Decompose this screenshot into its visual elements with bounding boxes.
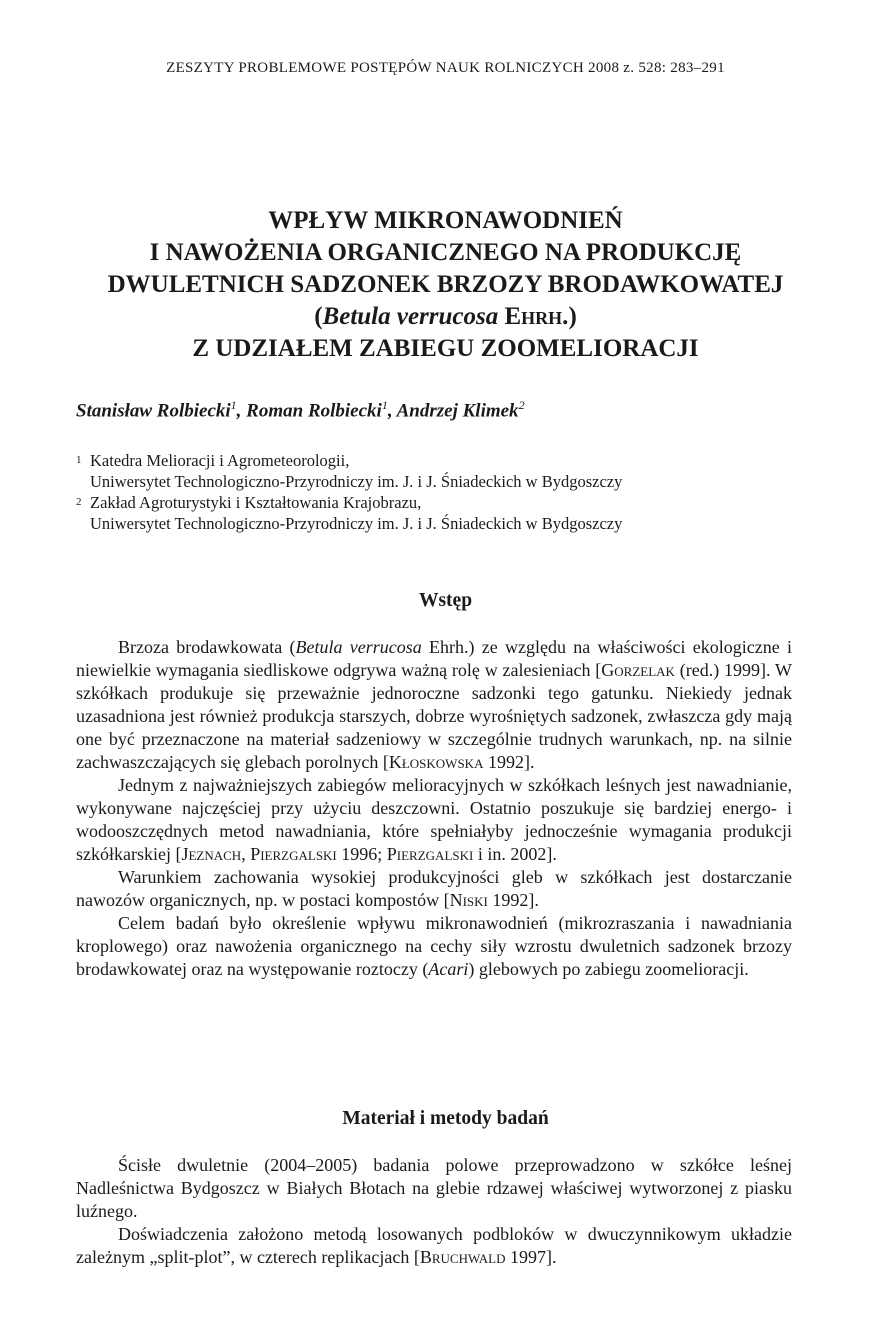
methods-body (76, 1154, 792, 1269)
text-run: 1996; (336, 844, 387, 864)
affiliation-number: 1 (76, 454, 82, 466)
title-paren-open: ( (314, 303, 323, 330)
text-run: Doświadczenia założono metodą losowanych podbloków w dwuczynnikowym układzie zależnym „split-plot”, w czterech replikacjach [ (76, 1224, 792, 1267)
text-run: , (241, 844, 251, 864)
text-run: Warunkiem zachowania wysokiej produkcyjności gleb w szkółkach jest dostarczanie nawozów organicznych, np. w postaci kompostów [ (76, 867, 792, 910)
affiliation-number: 2 (76, 496, 82, 508)
affiliation-line: Katedra Melioracji i Agrometeorologii, (90, 451, 350, 470)
citation-author: Kłoskowska (388, 752, 484, 772)
author-name: Stanisław Rolbiecki (76, 400, 231, 422)
citation-author: Jeznach (181, 844, 242, 864)
title-line-2: I NAWOŻENIA ORGANICZNEGO NA PRODUKCJĘ (149, 239, 742, 266)
text-run: Brzoza brodawkowata ( (118, 637, 296, 657)
citation-author: Bruchwald (419, 1247, 506, 1267)
title-line-4 (60, 301, 831, 333)
citation-author: Niski (449, 890, 488, 910)
text-run: (red.) 1999]. W szkółkach produkuje się przeważnie jednoroczne sadzonki tego gatunku. Niekiedy jednak uzasadniona jest również produkcja starszych, dobrze wyrośniętych sadzonek, zwłaszcza gdy mają one być przeznaczone na materiał sadzeniowy w szczególnie trudnych warunkach, np. na silnie zachwaszczających się glebach porolnych [ (76, 660, 792, 772)
affiliation-item (76, 450, 836, 471)
text-run: Celem badań było określenie wpływu mikronawodnień (mikrozraszania i nawadniania kroplowego) oraz nawożenia organicznego na cechy siły wzrostu dwuletnich sadzonek brzozy brodawkowatej oraz na występowanie roztoczy ( (76, 913, 792, 979)
title-line-1: WPŁYW MIKRONAWODNIEŃ (268, 207, 623, 234)
journal-running-head: ZESZYTY PROBLEMOWE POSTĘPÓW NAUK ROLNICZYCH 2008 z. 528: 283–291 (166, 60, 725, 76)
article-title (60, 205, 831, 365)
title-species-author: Ehrh. (504, 303, 569, 330)
citation-author: Gorzelak (601, 660, 675, 680)
title-line-3: DWULETNICH SADZONEK BRZOZY BRODAWKOWATEJ (107, 271, 784, 298)
citation-author: Pierzgalski (250, 844, 337, 864)
text-run: 1997]. (505, 1247, 557, 1267)
paragraph (76, 1223, 792, 1269)
author-name: Andrzej Klimek (396, 400, 519, 422)
title-latin-name: Betula verrucosa (322, 303, 499, 330)
text-run: ) glebowych po zabiegu zoomelioracji. (468, 959, 749, 979)
paragraph (76, 636, 792, 774)
latin-term: Betula verrucosa (295, 637, 422, 657)
latin-term: Acari (428, 959, 469, 979)
paragraph (76, 866, 792, 912)
author-affil-mark: 1 (381, 398, 388, 412)
paragraph (76, 774, 792, 866)
section-heading-methods: Materiał i metody badań (342, 1108, 549, 1129)
title-line-5: Z UDZIAŁEM ZABIEGU ZOOMELIORACJI (192, 335, 699, 362)
author-affil-mark: 2 (518, 398, 525, 412)
affiliation-item (76, 492, 836, 513)
author-list: Stanisław Rolbiecki$^1$, Roman Rolbiecki$^1$, Andrzej Klimek$^2$ (76, 398, 525, 422)
author-name: Roman Rolbiecki (246, 400, 382, 422)
citation-author: Pierzgalski (386, 844, 474, 864)
affiliation-line: Zakład Agroturystyki i Kształtowania Krajobrazu, (90, 493, 422, 512)
text-run: i in. 2002]. (473, 844, 557, 864)
text-run: 1992]. (483, 752, 535, 772)
text-run: Jednym z najważniejszych zabiegów melioracyjnych w szkółkach leśnych jest nawadnianie, wykonywane najczęściej przy użyciu deszczowni. Ostatnio poszukuje się bardziej energo- i wodooszczędnych metod nawadniania, które spełniałyby jednocześnie wymagania produkcji szkółkarskiej [ (76, 775, 792, 864)
text-run: Ehrh.) ze względu na właściwości ekologiczne i niewielkie wymagania siedliskowe odgrywa ważną rolę w zalesieniach [ (76, 637, 792, 680)
title-paren-close: ) (568, 303, 577, 330)
paragraph: Ścisłe dwuletnie (2004–2005) badania polowe przeprowadzono w szkółce leśnej Nadleśnictwa Bydgoszcz w Białych Błotach na glebie rdzawej właściwej wytworzonej z piasku luźnego. (76, 1155, 792, 1221)
author-affil-mark: 1 (230, 398, 237, 412)
text-run: 1992]. (487, 890, 539, 910)
affiliation-line: Uniwersytet Technologiczno-Przyrodniczy im. J. i J. Śniadeckich w Bydgoszczy (90, 472, 623, 491)
affiliation-line: Uniwersytet Technologiczno-Przyrodniczy im. J. i J. Śniadeckich w Bydgoszczy (90, 514, 623, 533)
paragraph (76, 912, 792, 981)
section-heading-introduction: Wstęp (418, 590, 473, 611)
affiliation-list (76, 450, 836, 534)
introduction-body (76, 636, 792, 981)
